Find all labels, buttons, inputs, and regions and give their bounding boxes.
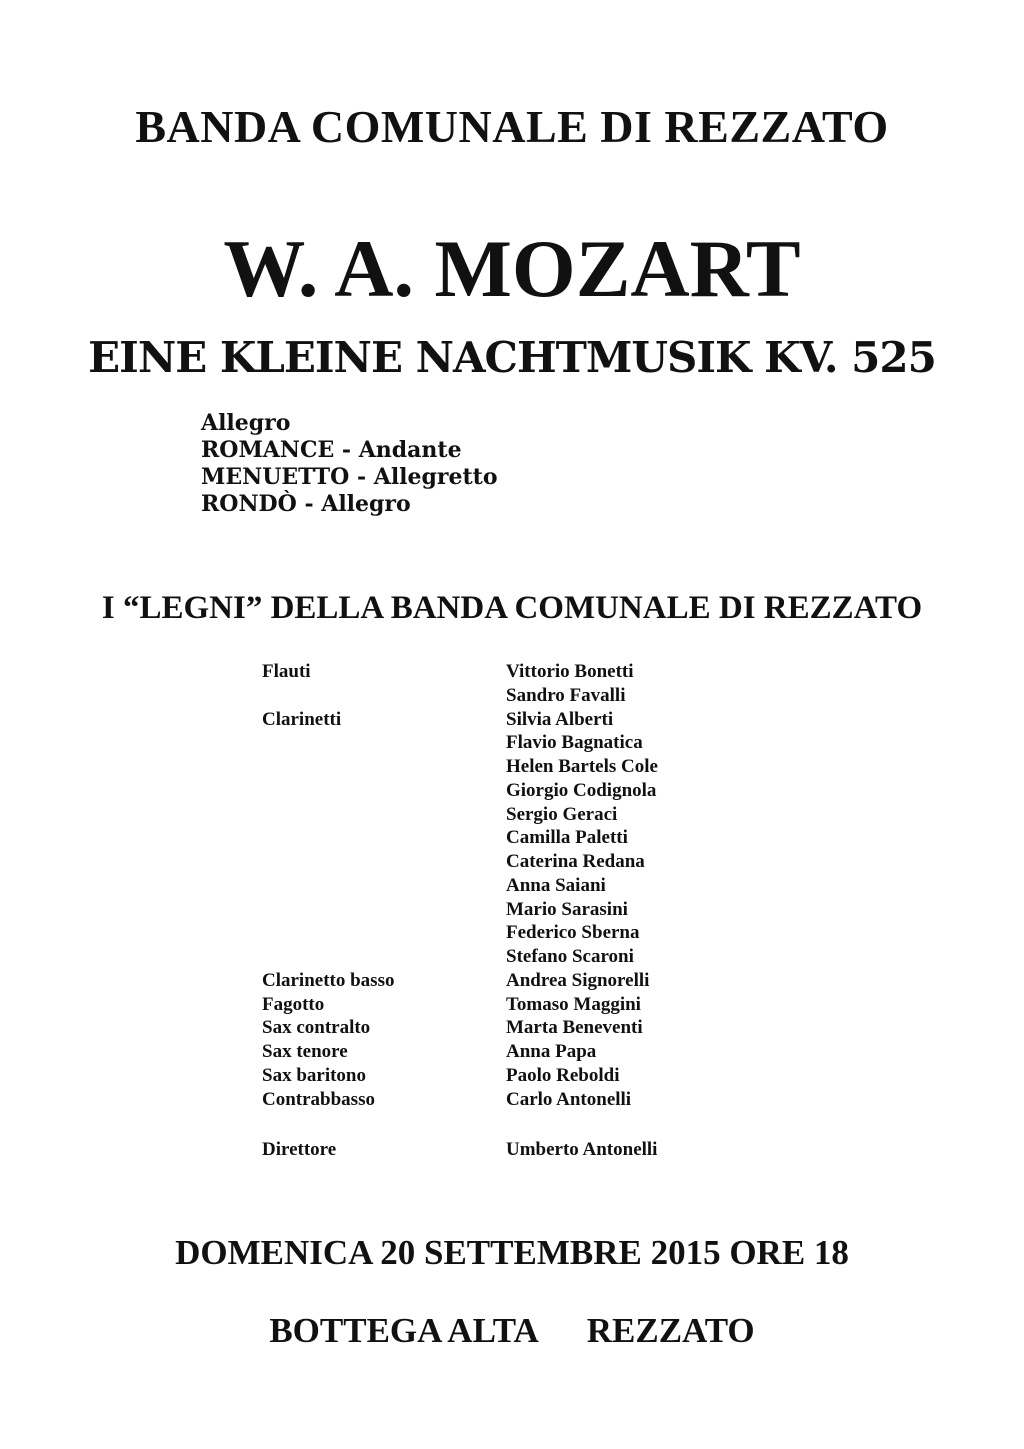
player-name: Carlo Antonelli bbox=[506, 1088, 632, 1110]
roster-row bbox=[262, 660, 762, 684]
roster-row bbox=[262, 850, 762, 874]
player-name: Sergio Geraci bbox=[506, 803, 618, 825]
roster-row bbox=[262, 898, 762, 922]
movement-item: RONDÒ - Allegro bbox=[201, 491, 411, 517]
roster-row bbox=[262, 1016, 762, 1040]
venue-city: REZZATO bbox=[586, 1311, 755, 1350]
player-name: Federico Sberna bbox=[506, 922, 640, 944]
player-name: Anna Saiani bbox=[506, 874, 606, 896]
instrument-label: Fagotto bbox=[262, 993, 325, 1015]
player-name: Helen Bartels Cole bbox=[506, 756, 658, 777]
roster-row bbox=[262, 779, 762, 803]
instrument-label: Contrabbasso bbox=[262, 1088, 375, 1110]
player-name: Giorgio Codignola bbox=[506, 779, 657, 801]
player-name: Vittorio Bonetti bbox=[506, 661, 634, 682]
composer-name: W. A. MOZART bbox=[223, 223, 801, 314]
roster-row bbox=[262, 1040, 762, 1064]
player-name: Sandro Favalli bbox=[506, 684, 626, 706]
player-name: Marta Beneventi bbox=[506, 1017, 643, 1039]
roster-row bbox=[262, 1088, 762, 1112]
player-name: Paolo Reboldi bbox=[506, 1064, 620, 1086]
ensemble-title: I “LEGNI” DELLA BANDA COMUNALE DI REZZATO bbox=[101, 590, 923, 626]
instrument-label: Sax contralto bbox=[262, 1017, 371, 1039]
roster-row bbox=[262, 1064, 762, 1088]
roster-row bbox=[262, 945, 762, 969]
concert-date: DOMENICA 20 SETTEMBRE 2015 ORE 18 bbox=[175, 1233, 849, 1272]
player-name: Anna Papa bbox=[506, 1041, 597, 1062]
player-name: Andrea Signorelli bbox=[506, 969, 650, 991]
venue-line bbox=[0, 1311, 1024, 1351]
roster-row bbox=[262, 684, 762, 708]
roster-row bbox=[262, 826, 762, 850]
director-row bbox=[262, 1138, 762, 1162]
player-name: Tomaso Maggini bbox=[506, 993, 641, 1015]
movement-item: MENUETTO - Allegretto bbox=[201, 464, 498, 490]
roster-table bbox=[262, 660, 762, 1111]
instrument-label: Clarinetti bbox=[262, 708, 342, 730]
venue-name: BOTTEGA ALTA bbox=[269, 1311, 539, 1350]
player-name: Silvia Alberti bbox=[506, 708, 614, 730]
roster-row bbox=[262, 708, 762, 732]
roster-row bbox=[262, 803, 762, 827]
player-name: Stefano Scaroni bbox=[506, 946, 634, 967]
instrument-label: Sax baritono bbox=[262, 1064, 366, 1086]
player-name: Mario Sarasini bbox=[506, 898, 628, 920]
movement-item: ROMANCE - Andante bbox=[201, 437, 462, 463]
movements-list bbox=[201, 410, 498, 518]
roster-row bbox=[262, 921, 762, 945]
roster-row bbox=[262, 755, 762, 779]
instrument-label: Flauti bbox=[262, 661, 311, 682]
instrument-label: Clarinetto basso bbox=[262, 969, 395, 991]
instrument-label: Sax tenore bbox=[262, 1041, 348, 1062]
roster-row bbox=[262, 993, 762, 1017]
organization-title: BANDA COMUNALE DI REZZATO bbox=[135, 101, 889, 152]
roster-row bbox=[262, 969, 762, 993]
work-title: EINE KLEINE NACHTMUSIK KV. 525 bbox=[88, 333, 936, 382]
roster-row bbox=[262, 731, 762, 755]
director-label: Direttore bbox=[262, 1139, 337, 1160]
movement-item: Allegro bbox=[201, 410, 291, 436]
player-name: Camilla Paletti bbox=[506, 827, 628, 849]
player-name: Flavio Bagnatica bbox=[506, 732, 643, 754]
roster-row bbox=[262, 874, 762, 898]
director-name: Umberto Antonelli bbox=[506, 1139, 658, 1160]
player-name: Caterina Redana bbox=[506, 851, 645, 872]
